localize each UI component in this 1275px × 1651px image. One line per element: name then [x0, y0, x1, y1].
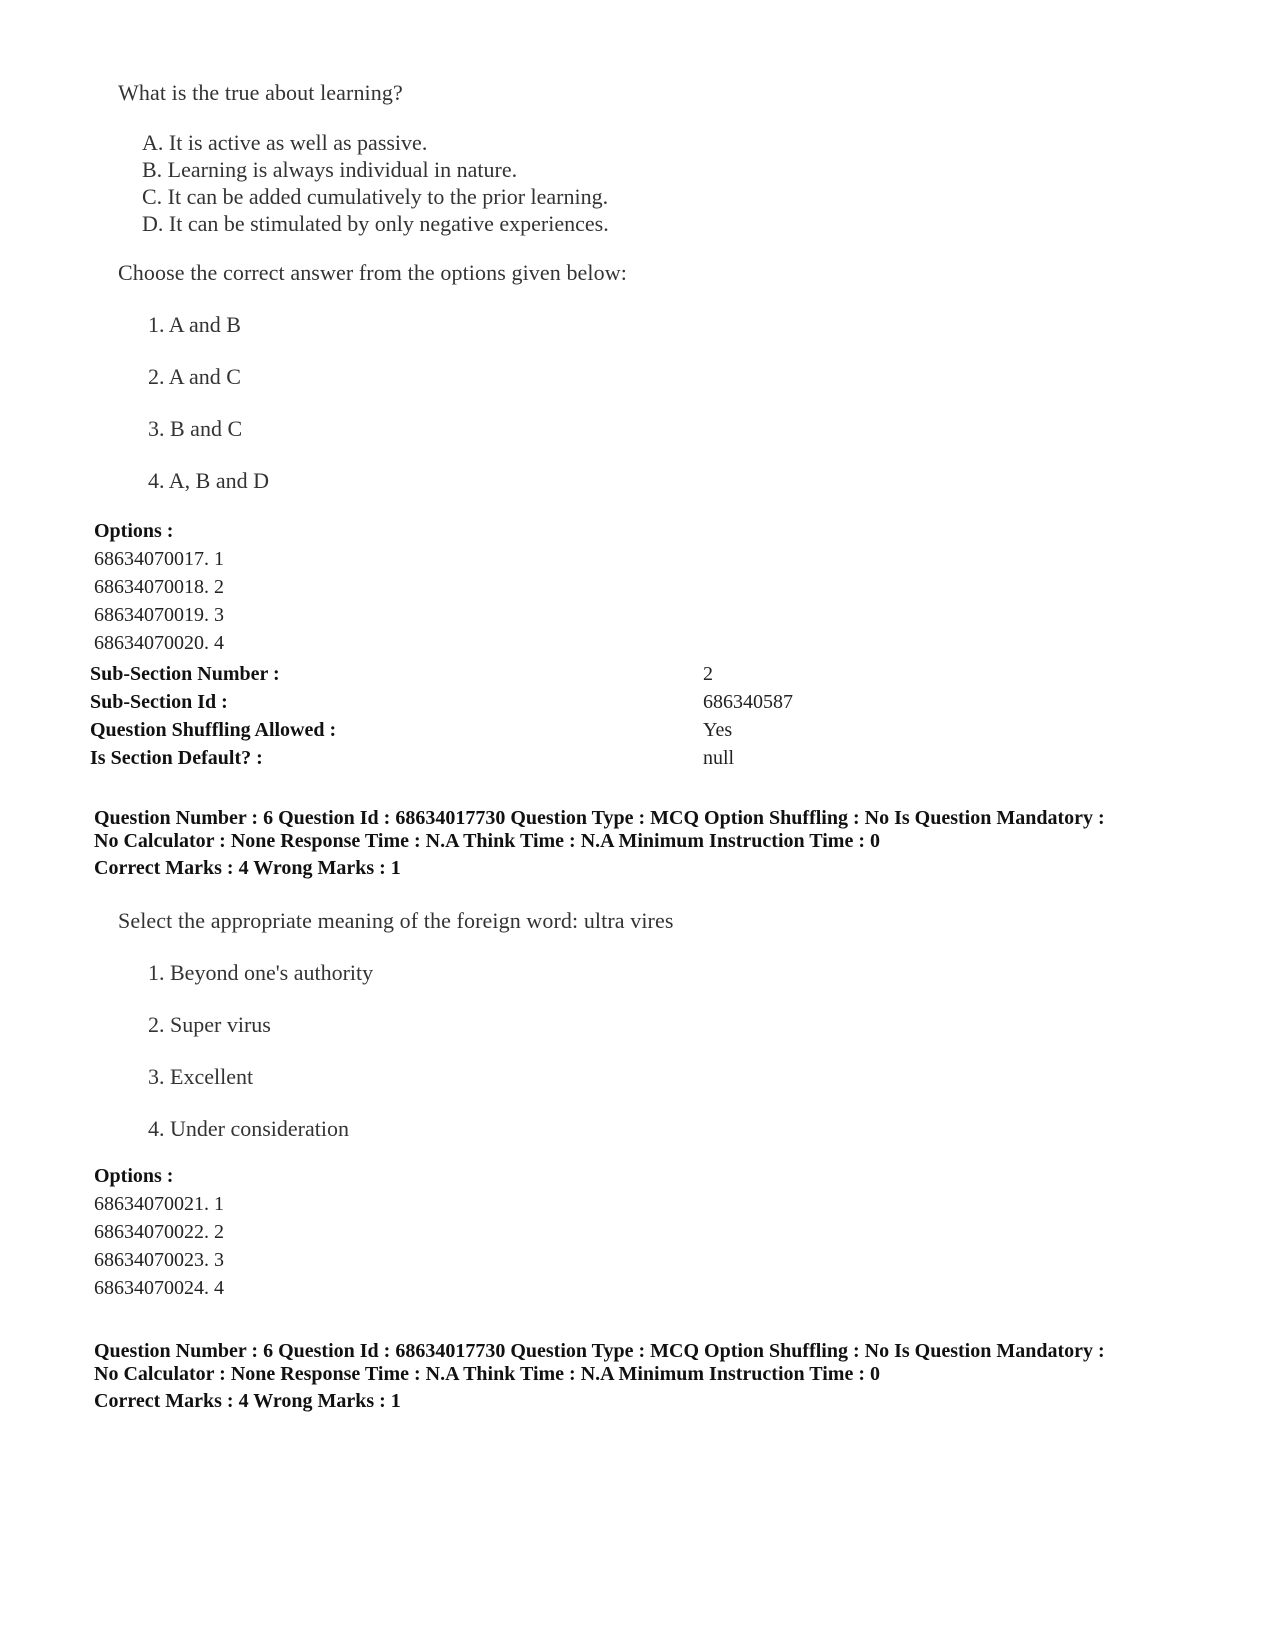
choice-2: 2. A and C: [148, 364, 241, 389]
subsection-number-label: Sub-Section Number :: [90, 663, 280, 685]
choice-3: 3. B and C: [148, 416, 243, 441]
statement-c: C. It can be added cumulatively to the prior learning.: [142, 184, 609, 209]
option-id-3: 68634070019. 3: [94, 604, 224, 626]
options-label: Options :: [94, 520, 174, 542]
question-meta-line-1: Question Number : 6 Question Id : 68634017730 Question Type : MCQ Option Shuffling : No Is Question Mandatory :: [94, 807, 1105, 829]
option-id-4: 68634070020. 4: [94, 632, 224, 654]
question-marks-line: Correct Marks : 4 Wrong Marks : 1: [94, 1390, 401, 1412]
options-label: Options :: [94, 1165, 174, 1187]
option-id-4: 68634070024. 4: [94, 1277, 224, 1299]
question-meta-line-2: No Calculator : None Response Time : N.A Think Time : N.A Minimum Instruction Time : 0: [94, 830, 880, 852]
option-id-2: 68634070022. 2: [94, 1221, 224, 1243]
option-id-3: 68634070023. 3: [94, 1249, 224, 1271]
subsection-id-value: 686340587: [703, 691, 793, 713]
statement-b: B. Learning is always individual in nature.: [142, 157, 518, 182]
option-id-1: 68634070021. 1: [94, 1193, 224, 1215]
question-stem: What is the true about learning?: [118, 80, 403, 105]
statement-d: D. It can be stimulated by only negative experiences.: [142, 211, 609, 236]
section-default-value: null: [703, 747, 735, 769]
question-marks-line: Correct Marks : 4 Wrong Marks : 1: [94, 857, 401, 879]
question-instruction: Choose the correct answer from the options given below:: [118, 260, 627, 285]
subsection-id-label: Sub-Section Id :: [90, 691, 228, 713]
section-default-label: Is Section Default? :: [90, 747, 263, 769]
option-id-1: 68634070017. 1: [94, 548, 224, 570]
choice-2: 2. Super virus: [148, 1012, 271, 1037]
question-shuffling-label: Question Shuffling Allowed :: [90, 719, 337, 741]
choice-1: 1. A and B: [148, 312, 241, 337]
question-shuffling-value: Yes: [703, 719, 733, 741]
subsection-number-value: 2: [703, 663, 713, 685]
choice-3: 3. Excellent: [148, 1064, 254, 1089]
question-meta-line-2: No Calculator : None Response Time : N.A Think Time : N.A Minimum Instruction Time : 0: [94, 1363, 880, 1385]
option-id-2: 68634070018. 2: [94, 576, 224, 598]
choice-1: 1. Beyond one's authority: [148, 960, 374, 985]
question-stem: Select the appropriate meaning of the foreign word: ultra vires: [118, 908, 674, 933]
question-meta-line-1: Question Number : 6 Question Id : 68634017730 Question Type : MCQ Option Shuffling : No Is Question Mandatory :: [94, 1340, 1105, 1362]
statement-a: A. It is active as well as passive.: [142, 130, 428, 155]
choice-4: 4. A, B and D: [148, 468, 269, 493]
choice-4: 4. Under consideration: [148, 1116, 349, 1141]
